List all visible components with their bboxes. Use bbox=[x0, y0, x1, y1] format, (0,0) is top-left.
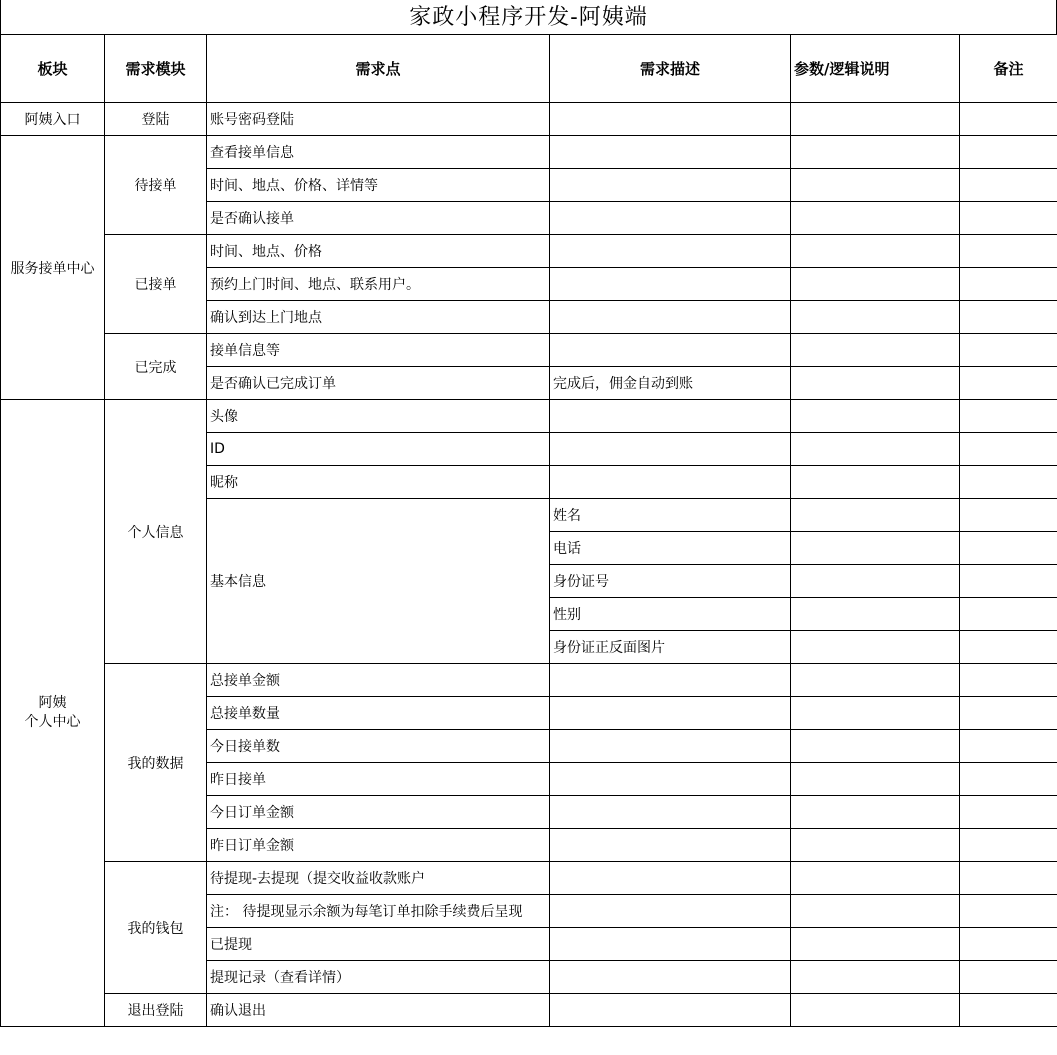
module-completed: 已完成 bbox=[105, 334, 207, 400]
module-my-wallet: 我的钱包 bbox=[105, 862, 207, 994]
module-accepted: 已接单 bbox=[105, 235, 207, 334]
params-cell bbox=[791, 268, 960, 301]
remarks-cell bbox=[960, 466, 1057, 499]
remarks-cell bbox=[960, 961, 1057, 994]
table-row bbox=[1, 136, 1057, 169]
table-row bbox=[1, 103, 1057, 136]
table-row bbox=[1, 664, 1057, 697]
description-cell: 电话 bbox=[550, 532, 791, 565]
sheet-title: 家政小程序开发-阿姨端 bbox=[0, 0, 1057, 34]
section-personal-center bbox=[1, 400, 105, 1027]
remarks-cell bbox=[960, 400, 1057, 433]
description-cell bbox=[550, 136, 791, 169]
description-cell bbox=[550, 664, 791, 697]
remarks-cell bbox=[960, 235, 1057, 268]
point-cell: 提现记录（查看详情） bbox=[207, 961, 550, 994]
table-row bbox=[1, 235, 1057, 268]
point-cell: 注： 待提现显示余额为每笔订单扣除手续费后呈现 bbox=[207, 895, 550, 928]
description-cell bbox=[550, 433, 791, 466]
description-cell bbox=[550, 730, 791, 763]
params-cell bbox=[791, 862, 960, 895]
description-cell: 身份证号 bbox=[550, 565, 791, 598]
params-cell bbox=[791, 400, 960, 433]
remarks-cell bbox=[960, 928, 1057, 961]
remarks-cell bbox=[960, 301, 1057, 334]
point-cell: 总接单金额 bbox=[207, 664, 550, 697]
point-cell: 今日接单数 bbox=[207, 730, 550, 763]
remarks-cell bbox=[960, 103, 1057, 136]
description-cell bbox=[550, 961, 791, 994]
point-cell: 预约上门时间、地点、联系用户。 bbox=[207, 268, 550, 301]
params-cell bbox=[791, 466, 960, 499]
description-cell bbox=[550, 400, 791, 433]
params-cell bbox=[791, 829, 960, 862]
header-remarks: 备注 bbox=[960, 35, 1057, 103]
params-cell bbox=[791, 730, 960, 763]
header-params: 参数/逻辑说明 bbox=[791, 35, 960, 103]
remarks-cell bbox=[960, 136, 1057, 169]
remarks-cell bbox=[960, 829, 1057, 862]
params-cell bbox=[791, 664, 960, 697]
description-cell bbox=[550, 862, 791, 895]
remarks-cell bbox=[960, 598, 1057, 631]
point-cell: 查看接单信息 bbox=[207, 136, 550, 169]
remarks-cell bbox=[960, 664, 1057, 697]
description-cell bbox=[550, 334, 791, 367]
params-cell bbox=[791, 532, 960, 565]
remarks-cell bbox=[960, 895, 1057, 928]
point-cell: 账号密码登陆 bbox=[207, 103, 550, 136]
description-cell: 姓名 bbox=[550, 499, 791, 532]
remarks-cell bbox=[960, 631, 1057, 664]
params-cell bbox=[791, 334, 960, 367]
params-cell bbox=[791, 433, 960, 466]
section-personal-center-line2: 个人中心 bbox=[24, 714, 81, 730]
remarks-cell bbox=[960, 499, 1057, 532]
remarks-cell bbox=[960, 334, 1057, 367]
remarks-cell bbox=[960, 862, 1057, 895]
description-cell bbox=[550, 202, 791, 235]
description-cell bbox=[550, 697, 791, 730]
table-row bbox=[1, 334, 1057, 367]
description-cell: 性别 bbox=[550, 598, 791, 631]
point-cell: 确认退出 bbox=[207, 994, 550, 1027]
point-cell: 接单信息等 bbox=[207, 334, 550, 367]
description-cell bbox=[550, 994, 791, 1027]
description-cell bbox=[550, 169, 791, 202]
description-cell bbox=[550, 268, 791, 301]
params-cell bbox=[791, 697, 960, 730]
remarks-cell bbox=[960, 994, 1057, 1027]
params-cell bbox=[791, 928, 960, 961]
module-logout: 退出登陆 bbox=[105, 994, 207, 1027]
params-cell bbox=[791, 367, 960, 400]
table-row bbox=[1, 400, 1057, 433]
description-cell bbox=[550, 235, 791, 268]
point-cell: 时间、地点、价格、详情等 bbox=[207, 169, 550, 202]
header-section: 板块 bbox=[1, 35, 105, 103]
point-cell: ID bbox=[207, 433, 550, 466]
point-cell: 是否确认接单 bbox=[207, 202, 550, 235]
remarks-cell bbox=[960, 433, 1057, 466]
point-cell: 总接单数量 bbox=[207, 697, 550, 730]
description-cell bbox=[550, 895, 791, 928]
module-personal-info: 个人信息 bbox=[105, 400, 207, 664]
description-cell: 身份证正反面图片 bbox=[550, 631, 791, 664]
description-cell bbox=[550, 829, 791, 862]
point-cell: 昨日接单 bbox=[207, 763, 550, 796]
section-service-center: 服务接单中心 bbox=[1, 136, 105, 400]
point-cell: 待提现-去提现（提交收益收款账户 bbox=[207, 862, 550, 895]
point-cell: 时间、地点、价格 bbox=[207, 235, 550, 268]
remarks-cell bbox=[960, 532, 1057, 565]
description-cell bbox=[550, 103, 791, 136]
params-cell bbox=[791, 994, 960, 1027]
description-cell bbox=[550, 301, 791, 334]
description-cell bbox=[550, 796, 791, 829]
description-cell bbox=[550, 928, 791, 961]
remarks-cell bbox=[960, 169, 1057, 202]
params-cell bbox=[791, 499, 960, 532]
remarks-cell bbox=[960, 268, 1057, 301]
header-description: 需求描述 bbox=[550, 35, 791, 103]
requirements-table bbox=[0, 34, 1057, 1027]
params-cell bbox=[791, 961, 960, 994]
section-personal-center-line1: 阿姨 bbox=[38, 695, 67, 711]
header-module: 需求模块 bbox=[105, 35, 207, 103]
params-cell bbox=[791, 301, 960, 334]
params-cell bbox=[791, 103, 960, 136]
params-cell bbox=[791, 631, 960, 664]
point-cell: 头像 bbox=[207, 400, 550, 433]
params-cell bbox=[791, 169, 960, 202]
params-cell bbox=[791, 202, 960, 235]
point-basic-info: 基本信息 bbox=[207, 499, 550, 664]
remarks-cell bbox=[960, 730, 1057, 763]
params-cell bbox=[791, 136, 960, 169]
params-cell bbox=[791, 235, 960, 268]
header-point: 需求点 bbox=[207, 35, 550, 103]
params-cell bbox=[791, 598, 960, 631]
table-row bbox=[1, 862, 1057, 895]
description-cell bbox=[550, 466, 791, 499]
params-cell bbox=[791, 565, 960, 598]
remarks-cell bbox=[960, 202, 1057, 235]
remarks-cell bbox=[960, 763, 1057, 796]
module-pending: 待接单 bbox=[105, 136, 207, 235]
point-cell: 昨日订单金额 bbox=[207, 829, 550, 862]
remarks-cell bbox=[960, 565, 1057, 598]
table-row bbox=[1, 994, 1057, 1027]
point-cell: 今日订单金额 bbox=[207, 796, 550, 829]
remarks-cell bbox=[960, 367, 1057, 400]
module-my-data: 我的数据 bbox=[105, 664, 207, 862]
remarks-cell bbox=[960, 697, 1057, 730]
params-cell bbox=[791, 763, 960, 796]
params-cell bbox=[791, 895, 960, 928]
point-cell: 已提现 bbox=[207, 928, 550, 961]
section-entry: 阿姨入口 bbox=[1, 103, 105, 136]
remarks-cell bbox=[960, 796, 1057, 829]
params-cell bbox=[791, 796, 960, 829]
point-cell: 确认到达上门地点 bbox=[207, 301, 550, 334]
module-login: 登陆 bbox=[105, 103, 207, 136]
point-cell: 昵称 bbox=[207, 466, 550, 499]
description-cell: 完成后，佣金自动到账 bbox=[550, 367, 791, 400]
header-row bbox=[1, 35, 1057, 103]
description-cell bbox=[550, 763, 791, 796]
point-cell: 是否确认已完成订单 bbox=[207, 367, 550, 400]
